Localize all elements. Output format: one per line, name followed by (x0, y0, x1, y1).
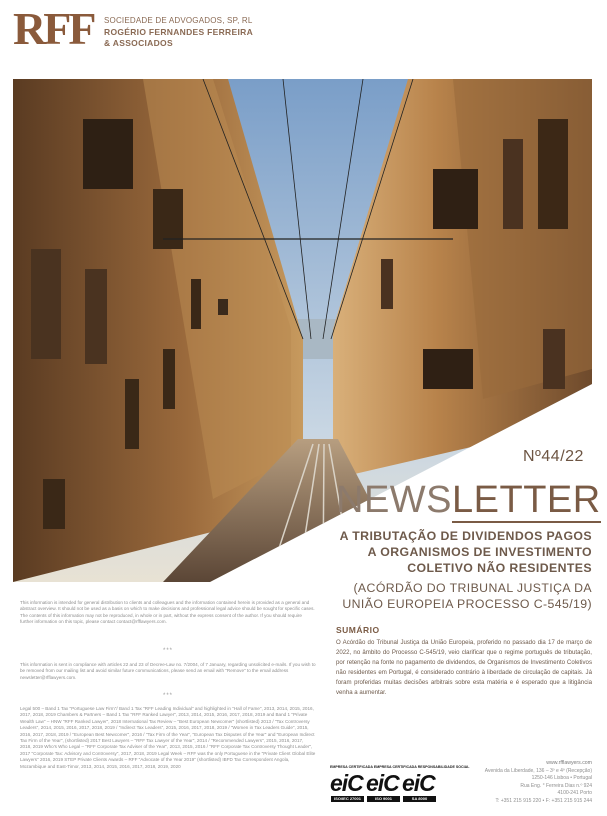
issue-number: Nº44/22 (523, 448, 584, 465)
article-title: A TRIBUTAÇÃO DE DIVIDENDOS PAGOS A ORGANISMOS DE INVESTIMENTO COLETIVO NÃO RESIDENTES (339, 529, 592, 575)
certification-logo-iso9001 (366, 772, 402, 802)
eic-logo-text: eiC (330, 770, 363, 796)
article-reference: (ACÓRDÃO DO TRIBUNAL JUSTIÇA DA UNIÃO EUROPEIA PROCESSO C-545/19) (342, 581, 592, 611)
contact-block (450, 760, 592, 806)
certification-standard: ISO/IEC 27001 (331, 796, 364, 802)
porto-address: Rua Eng. ° Ferreira Dias n.º 924 (520, 782, 592, 789)
newsletter-title-letter: LETTER (452, 479, 601, 521)
newsletter-title (336, 478, 601, 522)
separator-stars: *** (162, 648, 173, 654)
phone-fax: T: +351 215 915 220 • F: +351 215 915 244 (495, 797, 592, 804)
certification-standard: SA 8000 (403, 796, 436, 802)
porto-postcode: 4100-241 Porto (557, 790, 592, 797)
eic-logo-text: eiC (402, 770, 435, 796)
certification-standard: ISO 9001 (367, 796, 400, 802)
disclaimer-text: This information is intended for general distribution to clients and colleagues and the information contained herein is provided as a general and abstract overview. It should not be used as a basis on which to make decisions and professional legal advice should be sought for specific cases. The contents of this information may not be reproduced, in whole or in part, without the express consent of the author. If you should require further information on this topic, please contact contact@rfflawyers.com. (20, 600, 315, 625)
summary-text: O Acórdão do Tribunal Justiça da União Europeia, proferido no passado dia 17 de março de 2022, no âmbito do Processo C-545/19, veio clarificar que o regime português de tributação, por retenção na fonte no pagamento de dividendos, de Organismos de Investimento Coletivos não residentes em Portugal, é considerado contrário à liberdade de circulação de capitais. Já foram proferidas muitas decisões arbitrais sobre esta matéria e é esperado que a litigância venha a aumentar. (336, 639, 592, 696)
firm-legal-form: SOCIEDADE DE ADVOGADOS, SP, RL (104, 16, 253, 25)
eic-logo-text: eiC (366, 770, 399, 796)
newsletter-title-news: NEWS (336, 479, 452, 521)
certification-logo-sa8000 (402, 772, 438, 802)
firm-name-suffix: & ASSOCIADOS (104, 38, 173, 48)
honors-list: Legal 500 – Band 1 Tax "Portuguese Law Firm"/ Band 1 Tax "RFF Leading Individual" and highlighted in "Hall of Fame", 2013, 2014, 2015, 2016, 2017, 2018, 2019 Chambers & Partners – Band 1 Tax "RFF Ranked Lawyer", 2013, 2014, 2015, 2016, 2017, 2018, 2019 and Band 1 "Private Wealth Law" – HNW "RFF Ranked Lawyer", 2018 International Tax Review – "Best European Newcomer" (shortlisted) 2013 / "Tax Controversy Leaders", 2014, 2015, 2016, 2017, 2018, 2019 / "Indirect Tax Leaders", 2015, 2016, 2017, 2018, 2019 / "Women in Tax Leaders Guide", 2015, 2016, 2017, 2018, 2019 / "European Best Newcomer", 2016 / "Tax Firm of the Year", "European Tax Disputes of the Year" and "European Indirect Tax Firm of the Year", (shortlisted) 2017 Best Lawyers – "RFF Tax Lawyer of the Year", 2014 / "Recommended Lawyers", 2015, 2016, 2017, 2018, 2019 Who's Who Legal – "RFF Corporate Tax Adviser of the Year", 2013, 2015, 2016 / "RFF Corporate Tax Controversy Thought Leader", 2017 "Corporate Tax: Advisory and Controversy", 2017, 2018, 2019 Legal Week – RFF was the only Portuguese in the "Private Client Global Elite Lawyers" 2016, 2019 STEP Private Clients Awards – RFF "Advocate of the Year 2019" (shortlisted) IBFD Tax Correspondent Angola, Mozambique and East-Timor, 2013, 2014, 2015, 2016, 2017, 2018, 2019, 2020 (20, 706, 316, 769)
summary-heading: SUMÁRIO (336, 625, 380, 635)
website-link[interactable]: www.rfflawyers.com (546, 760, 592, 766)
firm-logo: RFF (13, 3, 94, 54)
certification-logo-iso27001 (330, 772, 366, 802)
certification-logos (330, 772, 438, 802)
firm-name: ROGÉRIO FERNANDES FERREIRA (104, 27, 254, 37)
lisbon-postcode: 1250-146 Lisboa • Portugal (531, 775, 592, 782)
compliance-text: This information is sent in compliance with articles 22 and 23 of Decree-Law no. 7/2004, of 7 January, regarding unsolicited e-mails. If you wish to be removed from our mailing list and avoid similar future communications, please send an email with "Remove" to the email address newsletter@rfflawyers.com. (20, 662, 316, 680)
separator-stars: *** (162, 693, 173, 699)
certification-caption: EMPRESA CERTIFICADA EMPRESA CERTIFICADA RESPONSABILIDADE SOCIAL (330, 765, 470, 769)
lisbon-address: Avenida da Liberdade, 136 – 3º e 4º (Recepção) (484, 767, 592, 774)
